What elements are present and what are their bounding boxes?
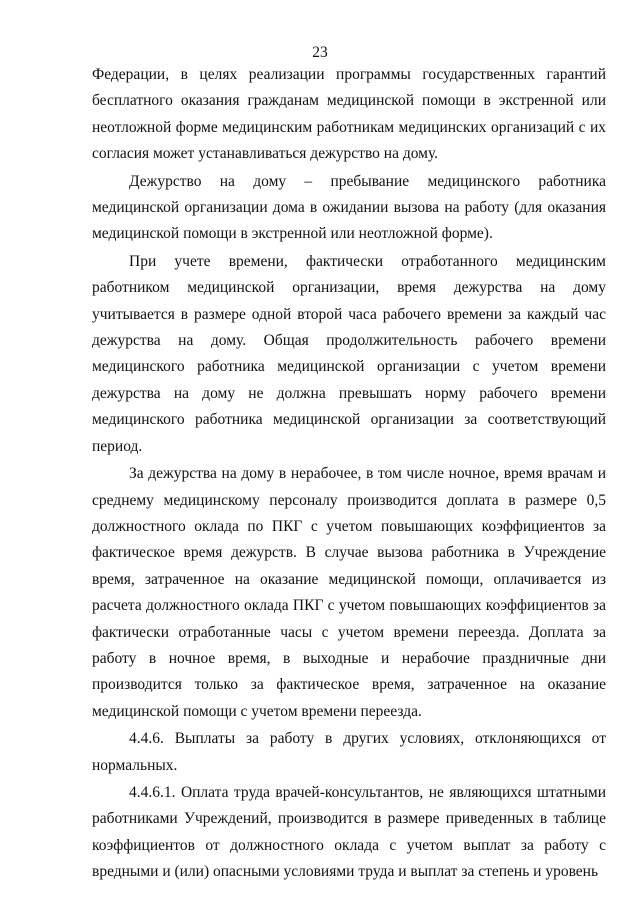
paragraph-4: За дежурства на дому в нерабочее, в том числе ночное, время врачам и среднему медицинскому персоналу производится доплата в размере 0,5 должностного оклада по ПКГ с учетом повышающих коэффициентов за фактическое время дежурств. В случае вызова работника в Учреждение время, затраченное на оказание медицинской помощи, оплачивается из расчета должностного оклада ПКГ с учетом повышающих коэффициентов за фактически отработанные часы с учетом времени переезда. Доплата за работу в ночное время, в выходные и нерабочие праздничные дни производится только за фактическое время, затраченное на оказание медицинской помощи с учетом времени переезда. — [92, 465, 606, 720]
page-number: 23 — [312, 44, 328, 61]
paragraph-5: 4.4.6. Выплаты за работу в других условиях, отклоняющихся от нормальных. — [92, 730, 606, 774]
paragraph-1: Федерации, в целях реализации программы государственных гарантий бесплатного оказания гражданам медицинской помощи в экстренной или неотложной форме медицинским работникам медицинских организаций с их согласия может устанавливаться дежурство на дому. — [92, 66, 606, 163]
paragraph-6: 4.4.6.1. Оплата труда врачей-консультантов, не являющихся штатными работниками Учреждений, производится в размере приведенных в таблице коэффициентов от должностного оклада с учетом выплат за работу с вредными и (или) опасными условиями труда и выплат за степень и уровень — [92, 783, 606, 881]
paragraph-3: При учете времени, фактически отработанного медицинским работником медицинской организации, время дежурства на дому учитывается в размере одной второй часа рабочего времени за каждый час дежурства на дому. Общая продолжительность рабочего времени медицинского работника медицинской организации с учетом времени дежурства на дому не должна превышать норму рабочего времени медицинского работника медицинской организации за соответствующий период. — [92, 252, 606, 455]
paragraph-2: Дежурство на дому – пребывание медицинского работника медицинской организации дома в ожидании вызова на работу (для оказания медицинской помощи в экстренной или неотложной форме). — [92, 172, 606, 243]
document-body — [92, 62, 606, 887]
